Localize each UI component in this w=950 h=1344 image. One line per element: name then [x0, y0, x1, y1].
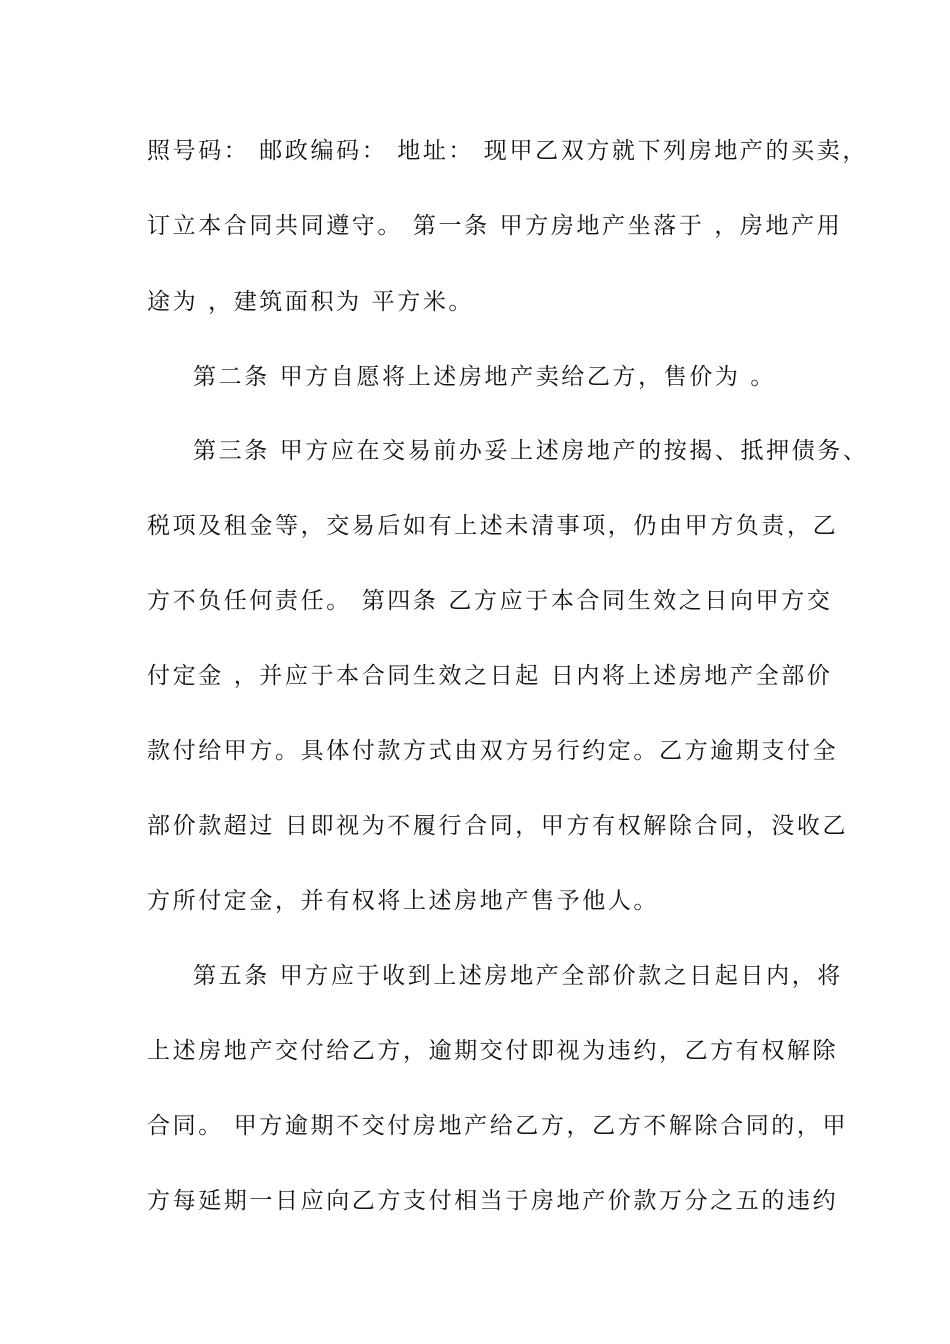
text-line: 款付给甲方。具体付款方式由双方另行约定。乙方逾期支付全	[147, 738, 839, 764]
text-line: 途为 ，建筑面积为 平方米。	[147, 289, 475, 315]
text-line: 方不负任何责任。 第四条 乙方应于本合同生效之日向甲方交	[147, 588, 833, 614]
text-line: 方所付定金，并有权将上述房地产售予他人。	[147, 888, 659, 914]
paragraph-start: 第二条 甲方自愿将上述房地产卖给乙方，售价为 。	[193, 364, 777, 390]
text-line: 合同。 甲方逾期不交付房地产给乙方，乙方不解除合同的，甲	[147, 1113, 849, 1139]
text-line: 部价款超过 日即视为不履行合同，甲方有权解除合同，没收乙	[147, 813, 849, 839]
text-line: 税项及租金等，交易后如有上述未清事项，仍由甲方负责，乙	[147, 513, 839, 539]
text-line: 照号码： 邮政编码： 地址： 现甲乙双方就下列房地产的买卖，	[147, 138, 868, 164]
paragraph-start: 第三条 甲方应在交易前办妥上述房地产的按揭、抵押债务、	[193, 438, 869, 464]
text-line: 订立本合同共同遵守。 第一条 甲方房地产坐落于 ，房地产用	[147, 213, 843, 239]
text-line: 上述房地产交付给乙方，逾期交付即视为违约，乙方有权解除	[147, 1038, 839, 1064]
paragraph-start: 第五条 甲方应于收到上述房地产全部价款之日起日内，将	[193, 963, 843, 989]
text-line: 付定金 ，并应于本合同生效之日起 日内将上述房地产全部价	[147, 663, 833, 689]
text-line: 方每延期一日应向乙方支付相当于房地产价款万分之五的违约	[147, 1188, 839, 1214]
